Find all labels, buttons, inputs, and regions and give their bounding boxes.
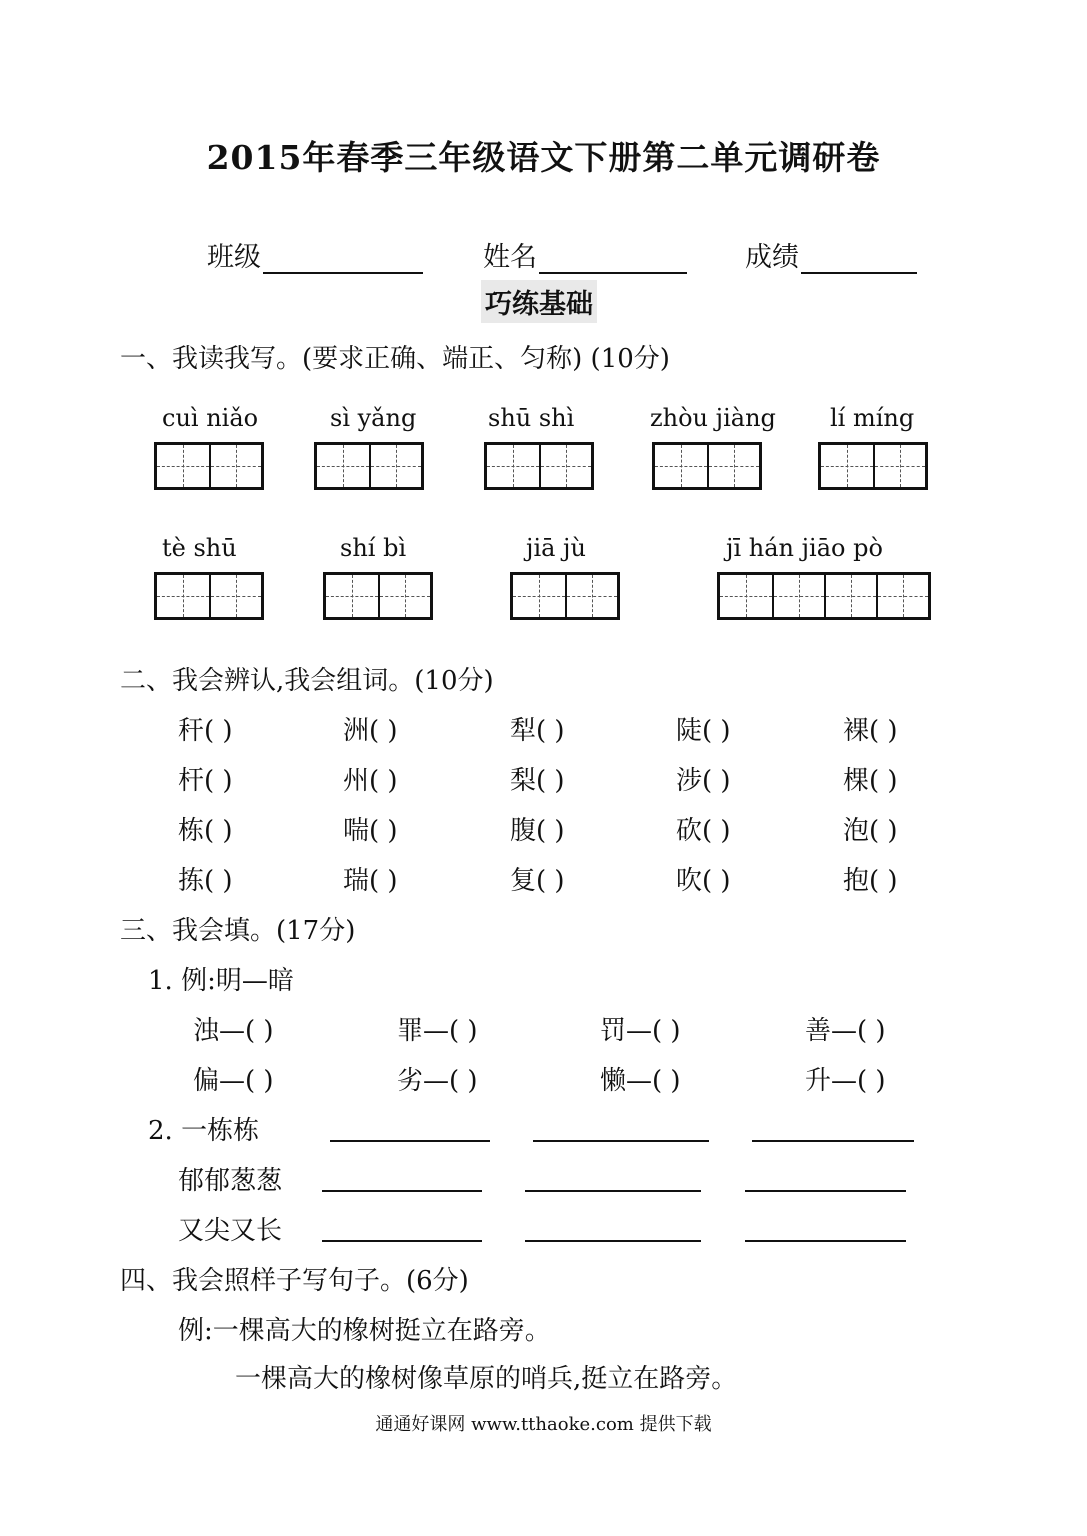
pinyin-label: jī hán jiāo pò <box>726 534 883 562</box>
score-label: 成绩 <box>745 242 799 273</box>
pinyin-label: shí bì <box>340 534 407 562</box>
answer-parentheses[interactable]: ( ) <box>702 816 731 846</box>
character: 裸 <box>843 716 870 746</box>
character: 涉 <box>676 766 703 796</box>
character: 棵 <box>843 766 870 796</box>
answer-parentheses[interactable]: ( ) <box>652 1066 681 1096</box>
answer-parentheses[interactable]: ( ) <box>204 866 233 896</box>
pinyin-label: zhòu jiàng <box>650 404 776 432</box>
answer-parentheses[interactable]: ( ) <box>204 766 233 796</box>
class-field <box>207 235 423 274</box>
writing-grid[interactable] <box>652 442 762 490</box>
character: 砍 <box>676 816 703 846</box>
score-blank[interactable] <box>801 244 917 274</box>
section3-heading: 三、我会填。(17分) <box>120 916 356 946</box>
section2-heading: 二、我会辨认,我会组词。(10分) <box>120 666 494 696</box>
antonym-item <box>397 1010 478 1047</box>
antonym-prompt: 升— <box>805 1066 858 1096</box>
q2-label: 2. 一栋栋 <box>148 1116 260 1146</box>
word-group-item <box>676 810 731 847</box>
answer-parentheses[interactable]: ( ) <box>536 866 565 896</box>
answer-parentheses[interactable]: ( ) <box>536 816 565 846</box>
antonym-prompt: 偏— <box>193 1066 246 1096</box>
character: 栋 <box>178 816 205 846</box>
word-group-item <box>510 810 565 847</box>
answer-blank[interactable] <box>525 1240 701 1242</box>
character: 犁 <box>510 716 537 746</box>
footer: 通通好课网 www.tthaoke.com 提供下载 <box>375 1414 712 1435</box>
answer-parentheses[interactable]: ( ) <box>857 1016 886 1046</box>
section4-heading: 四、我会照样子写句子。(6分) <box>120 1266 469 1296</box>
example-label: 1. 例:明—暗 <box>148 966 294 996</box>
writing-grid[interactable] <box>154 442 264 490</box>
answer-parentheses[interactable]: ( ) <box>869 766 898 796</box>
answer-blank[interactable] <box>330 1140 490 1142</box>
answer-parentheses[interactable]: ( ) <box>369 816 398 846</box>
q2-label: 郁郁葱葱 <box>178 1166 283 1196</box>
answer-parentheses[interactable]: ( ) <box>536 766 565 796</box>
score-field <box>745 235 917 274</box>
writing-grid[interactable] <box>510 572 620 620</box>
answer-blank[interactable] <box>745 1190 906 1192</box>
character: 瑞 <box>343 866 370 896</box>
pinyin-label: tè shū <box>162 534 237 562</box>
character: 复 <box>510 866 537 896</box>
character: 陡 <box>676 716 703 746</box>
antonym-item <box>805 1010 886 1047</box>
character: 泡 <box>843 816 870 846</box>
answer-parentheses[interactable]: ( ) <box>204 716 233 746</box>
name-field <box>483 235 687 274</box>
antonym-prompt: 懒— <box>600 1066 653 1096</box>
subtitle: 巧练基础 <box>481 280 597 323</box>
word-group-item <box>843 860 898 897</box>
word-group-item <box>343 860 398 897</box>
answer-parentheses[interactable]: ( ) <box>245 1016 274 1046</box>
answer-parentheses[interactable]: ( ) <box>449 1016 478 1046</box>
answer-blank[interactable] <box>525 1190 701 1192</box>
answer-blank[interactable] <box>322 1240 482 1242</box>
pinyin-label: cuì niǎo <box>162 404 259 432</box>
answer-parentheses[interactable]: ( ) <box>245 1066 274 1096</box>
word-group-item <box>343 760 398 797</box>
answer-parentheses[interactable]: ( ) <box>536 716 565 746</box>
word-group-item <box>843 760 898 797</box>
character: 州 <box>343 766 370 796</box>
writing-grid[interactable] <box>818 442 928 490</box>
name-label: 姓名 <box>483 242 537 273</box>
word-group-item <box>178 710 233 747</box>
answer-parentheses[interactable]: ( ) <box>449 1066 478 1096</box>
writing-grid[interactable] <box>154 572 264 620</box>
character: 腹 <box>510 816 537 846</box>
example-sentence: 例:一棵高大的橡树挺立在路旁。 <box>178 1316 551 1346</box>
answer-parentheses[interactable]: ( ) <box>369 716 398 746</box>
character: 抱 <box>843 866 870 896</box>
word-group-item <box>510 710 565 747</box>
antonym-item <box>805 1060 886 1097</box>
antonym-prompt: 浊— <box>193 1016 246 1046</box>
word-group-item <box>676 760 731 797</box>
example-sentence-expanded: 一棵高大的橡树像草原的哨兵,挺立在路旁。 <box>235 1364 738 1394</box>
answer-parentheses[interactable]: ( ) <box>702 866 731 896</box>
answer-parentheses[interactable]: ( ) <box>857 1066 886 1096</box>
word-group-item <box>178 860 233 897</box>
answer-parentheses[interactable]: ( ) <box>652 1016 681 1046</box>
pinyin-label: jiā jù <box>526 534 586 562</box>
word-group-item <box>178 810 233 847</box>
character: 杆 <box>178 766 205 796</box>
character: 梨 <box>510 766 537 796</box>
writing-grid[interactable] <box>484 442 594 490</box>
q2-label: 又尖又长 <box>178 1216 283 1246</box>
answer-parentheses[interactable]: ( ) <box>369 766 398 796</box>
answer-blank[interactable] <box>752 1140 914 1142</box>
antonym-prompt: 罪— <box>397 1016 450 1046</box>
answer-parentheses[interactable]: ( ) <box>869 716 898 746</box>
antonym-item <box>193 1010 274 1047</box>
character: 秆 <box>178 716 205 746</box>
word-group-item <box>178 760 233 797</box>
name-blank[interactable] <box>539 244 687 274</box>
page-title: 2015年春季三年级语文下册第二单元调研卷 <box>206 138 881 177</box>
class-label: 班级 <box>207 242 261 273</box>
word-group-item <box>843 810 898 847</box>
pinyin-label: lí míng <box>830 404 915 432</box>
character: 拣 <box>178 866 205 896</box>
word-group-item <box>676 710 731 747</box>
answer-parentheses[interactable]: ( ) <box>702 766 731 796</box>
character: 洲 <box>343 716 370 746</box>
antonym-item <box>193 1060 274 1097</box>
class-blank[interactable] <box>263 244 423 274</box>
character: 喘 <box>343 816 370 846</box>
pinyin-label: shū shì <box>488 404 575 432</box>
answer-parentheses[interactable]: ( ) <box>869 866 898 896</box>
writing-grid[interactable] <box>717 572 931 620</box>
answer-blank[interactable] <box>745 1240 906 1242</box>
character: 吹 <box>676 866 703 896</box>
answer-parentheses[interactable]: ( ) <box>702 716 731 746</box>
word-group-item <box>343 810 398 847</box>
writing-grid[interactable] <box>314 442 424 490</box>
word-group-item <box>510 760 565 797</box>
antonym-item <box>397 1060 478 1097</box>
word-group-item <box>843 710 898 747</box>
word-group-item <box>510 860 565 897</box>
answer-blank[interactable] <box>533 1140 709 1142</box>
antonym-prompt: 善— <box>805 1016 858 1046</box>
antonym-item <box>600 1010 681 1047</box>
answer-blank[interactable] <box>322 1190 482 1192</box>
answer-parentheses[interactable]: ( ) <box>369 866 398 896</box>
section1-heading: 一、我读我写。(要求正确、端正、匀称) (10分) <box>120 344 670 374</box>
answer-parentheses[interactable]: ( ) <box>204 816 233 846</box>
antonym-prompt: 罚— <box>600 1016 653 1046</box>
word-group-item <box>343 710 398 747</box>
antonym-prompt: 劣— <box>397 1066 450 1096</box>
word-group-item <box>676 860 731 897</box>
answer-parentheses[interactable]: ( ) <box>869 816 898 846</box>
writing-grid[interactable] <box>323 572 433 620</box>
pinyin-label: sì yǎng <box>330 404 417 432</box>
antonym-item <box>600 1060 681 1097</box>
